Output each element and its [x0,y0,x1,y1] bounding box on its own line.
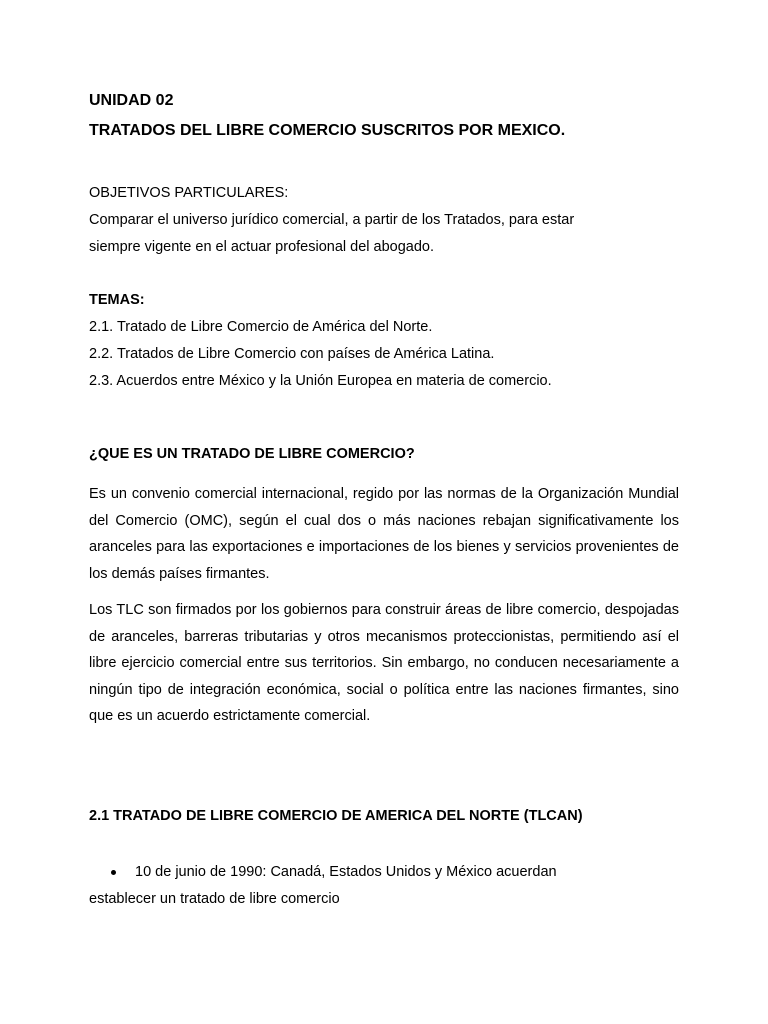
topics-section [89,287,679,395]
paragraph-definition: Es un convenio comercial internacional, regido por las normas de la Organización Mundial del Comercio (OMC), según el cual dos o más naciones rebajan significativamente los aranceles para las exportaciones e importaciones de los bienes y servicios provenientes de los demás países firmantes. [89,486,679,582]
objectives-heading: OBJETIVOS PARTICULARES: [89,185,289,201]
unit-heading: UNIDAD 02 [89,92,174,109]
section-heading: 2.1 TRATADO DE LIBRE COMERCIO DE AMERICA DEL NORTE (TLCAN) [89,808,583,824]
question-heading: ¿QUE ES UN TRATADO DE LIBRE COMERCIO? [89,446,415,462]
topic-item: 2.2. Tratados de Libre Comercio con países de América Latina. [89,346,495,362]
bullet-text-line-2: establecer un tratado de libre comercio [89,891,340,907]
bullet-icon [111,870,116,875]
bullet-list-item [89,859,679,913]
objectives-section [89,180,679,261]
objectives-line-1: Comparar el universo jurídico comercial, a partir de los Tratados, para estar [89,212,575,228]
topics-heading: TEMAS: [89,292,145,308]
bullet-text-line-1: 10 de junio de 1990: Canadá, Estados Unidos y México acuerdan [135,864,557,880]
topic-item: 2.1. Tratado de Libre Comercio de América del Norte. [89,319,433,335]
objectives-line-2: siempre vigente en el actuar profesional del abogado. [89,239,435,255]
paragraph-tlc: Los TLC son firmados por los gobiernos para construir áreas de libre comercio, despojadas de aranceles, barreras tributarias y otros mecanismos proteccionistas, permitiendo así el libre ejercicio comercial entre sus territorios. Sin embargo, no conducen necesariamente a ningún tipo de integración económica, social o política entre las naciones firmantes, sino que es un acuerdo estrictamente comercial. [89,602,679,724]
document-title: TRATADOS DEL LIBRE COMERCIO SUSCRITOS POR MEXICO. [89,122,566,139]
topic-item: 2.3. Acuerdos entre México y la Unión Europea en materia de comercio. [89,373,552,389]
